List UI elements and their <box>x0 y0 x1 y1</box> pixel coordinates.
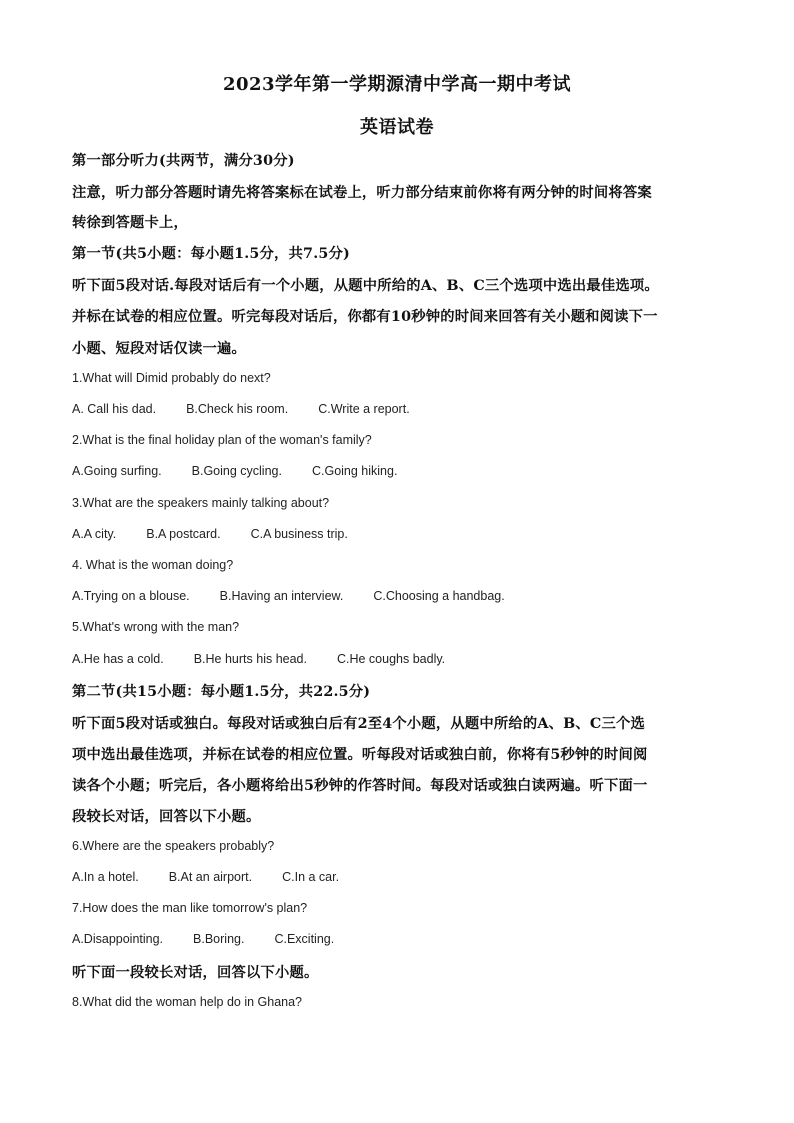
option-a: A.Going surfing. <box>72 464 162 478</box>
option-c: C.Write a report. <box>318 402 410 416</box>
question-2-options <box>72 464 427 478</box>
section2b-instr: 听下面一段较长对话，回答以下小题。 <box>72 965 319 981</box>
section2-heading: 第二节(共15小题：每小题1.5分，共22.5分) <box>72 684 371 700</box>
question-4: 4. What is the woman doing? <box>72 558 234 572</box>
exam-subtitle: 英语试卷 <box>360 117 434 138</box>
option-b: B.Having an interview. <box>219 589 344 603</box>
question-5: 5.What's wrong with the man? <box>72 620 240 634</box>
question-7-options <box>72 932 364 946</box>
option-a: A.In a hotel. <box>72 870 139 884</box>
section2-instr-line-1: 听下面5段对话或独白。每段对话或独白后有2至4个小题，从题中所给的A、B、C三个选 <box>72 716 645 732</box>
option-a: A.He has a cold. <box>72 652 164 666</box>
option-c: C.A business trip. <box>250 527 348 541</box>
option-c: C.Going hiking. <box>311 464 398 478</box>
question-4-options <box>72 589 535 603</box>
section1-instr-line-3: 小题、短段对话仅读一遍。 <box>72 341 246 357</box>
option-a: A.A city. <box>72 527 117 541</box>
option-a: A.Trying on a blouse. <box>72 589 190 603</box>
question-3-options <box>72 527 378 541</box>
option-b: B.Boring. <box>193 932 245 946</box>
section1-instr-line-2: 并标在试卷的相应位置。听完每段对话后，你都有10秒钟的时间来回答有关小题和阅读下一 <box>72 309 658 325</box>
option-c: C.Choosing a handbag. <box>373 589 505 603</box>
question-7: 7.How does the man like tomorrow's plan? <box>72 901 308 915</box>
option-b: B.He hurts his head. <box>193 652 307 666</box>
question-2: 2.What is the final holiday plan of the woman's family? <box>72 433 372 447</box>
question-5-options <box>72 652 475 666</box>
option-b: B.A postcard. <box>146 527 221 541</box>
question-8: 8.What did the woman help do in Ghana? <box>72 995 303 1009</box>
option-c: C.In a car. <box>282 870 340 884</box>
section2-instr-line-2: 项中选出最佳选项，并标在试卷的相应位置。听每段对话或独白前，你将有5秒钟的时间阅 <box>72 747 648 763</box>
exam-title: 2023学年第一学期源清中学高一期中考试 <box>222 74 572 95</box>
option-b: B.At an airport. <box>168 870 253 884</box>
section2-instr-line-3: 读各个小题；听完后，各小题将给出5秒钟的作答时间。每段对话或独白读两遍。听下面一 <box>72 778 648 794</box>
notice-line-2: 转徐到答题卡上， <box>72 215 188 231</box>
question-1-options <box>72 402 440 416</box>
option-b: B.Going cycling. <box>191 464 282 478</box>
question-1: 1.What will Dimid probably do next? <box>72 371 271 385</box>
notice-line-1: 注意，听力部分答题时请先将答案标在试卷上，听力部分结束前你将有两分钟的时间将答案 <box>72 185 652 201</box>
question-6: 6.Where are the speakers probably? <box>72 839 275 853</box>
option-c: C.Exciting. <box>274 932 335 946</box>
option-a: A. Call his dad. <box>72 402 157 416</box>
section1-instr-line-1: 听下面5段对话.每段对话后有一个小题，从题中所给的A、B、C三个选项中选出最佳选项。 <box>72 278 659 294</box>
question-6-options <box>72 870 369 884</box>
question-3: 3.What are the speakers mainly talking about? <box>72 496 330 510</box>
option-a: A.Disappointing. <box>72 932 164 946</box>
option-c: C.He coughs badly. <box>336 652 446 666</box>
section2-instr-line-4: 段较长对话，回答以下小题。 <box>72 809 261 825</box>
part1-heading: 第一部分听力(共两节，满分30分) <box>72 153 295 169</box>
section1-heading: 第一节(共5小题：每小题1.5分，共7.5分) <box>72 246 350 262</box>
option-b: B.Check his room. <box>186 402 289 416</box>
